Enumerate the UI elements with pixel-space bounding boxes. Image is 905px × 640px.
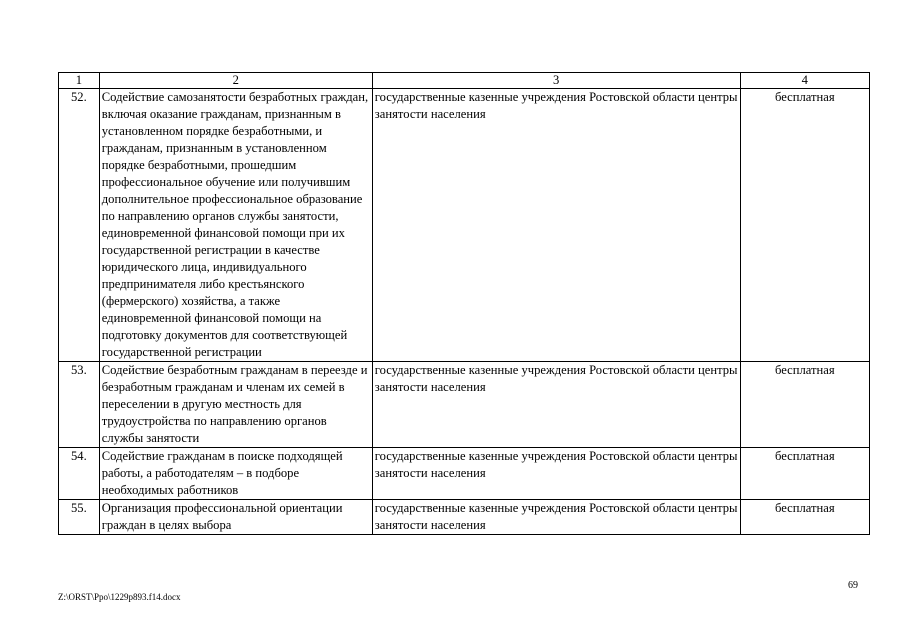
table-row <box>59 362 870 448</box>
service-cost: бесплатная <box>740 89 869 362</box>
header-row <box>59 73 870 89</box>
header-cell-2: 2 <box>99 73 372 89</box>
service-cost: бесплатная <box>740 362 869 448</box>
provider-organization: государственные казенные учреждения Ростовской области центры занятости населения <box>372 89 740 362</box>
file-path: Z:\ORST\Ppo\1229p893.f14.docx <box>58 592 181 602</box>
service-name: Организация профессиональной ориентации граждан в целях выбора <box>99 500 372 535</box>
service-name: Содействие самозанятости безработных граждан, включая оказание гражданам, признанным в установленном порядке безработными, и гражданам, признанным в установленном порядке безработными, прошедшим профессиональное обучение или получившим дополнительное профессиональное образование по направлению органов службы занятости, единовременной финансовой помощи при их государственной регистрации в качестве юридического лица, индивидуального предпринимателя либо крестьянского (фермерского) хозяйства, а также единовременной финансовой помощи на подготовку документов для соответствующей государственной регистрации <box>99 89 372 362</box>
header-cell-1: 1 <box>59 73 100 89</box>
table-row <box>59 500 870 535</box>
row-number: 54. <box>59 448 100 500</box>
service-name: Содействие гражданам в поиске подходящей работы, а работодателям – в подборе необходимых работников <box>99 448 372 500</box>
service-cost: бесплатная <box>740 448 869 500</box>
service-cost: бесплатная <box>740 500 869 535</box>
row-number: 55. <box>59 500 100 535</box>
header-cell-3: 3 <box>372 73 740 89</box>
table-row <box>59 89 870 362</box>
provider-organization: государственные казенные учреждения Ростовской области центры занятости населения <box>372 362 740 448</box>
row-number: 52. <box>59 89 100 362</box>
service-name: Содействие безработным гражданам в переезде и безработным гражданам и членам их семей в переселении в другую местность для трудоустройства по направлению органов службы занятости <box>99 362 372 448</box>
page-number: 69 <box>848 580 858 591</box>
provider-organization: государственные казенные учреждения Ростовской области центры занятости населения <box>372 448 740 500</box>
services-table <box>58 72 870 535</box>
table-row <box>59 448 870 500</box>
row-number: 53. <box>59 362 100 448</box>
header-cell-4: 4 <box>740 73 869 89</box>
provider-organization: государственные казенные учреждения Ростовской области центры занятости населения <box>372 500 740 535</box>
